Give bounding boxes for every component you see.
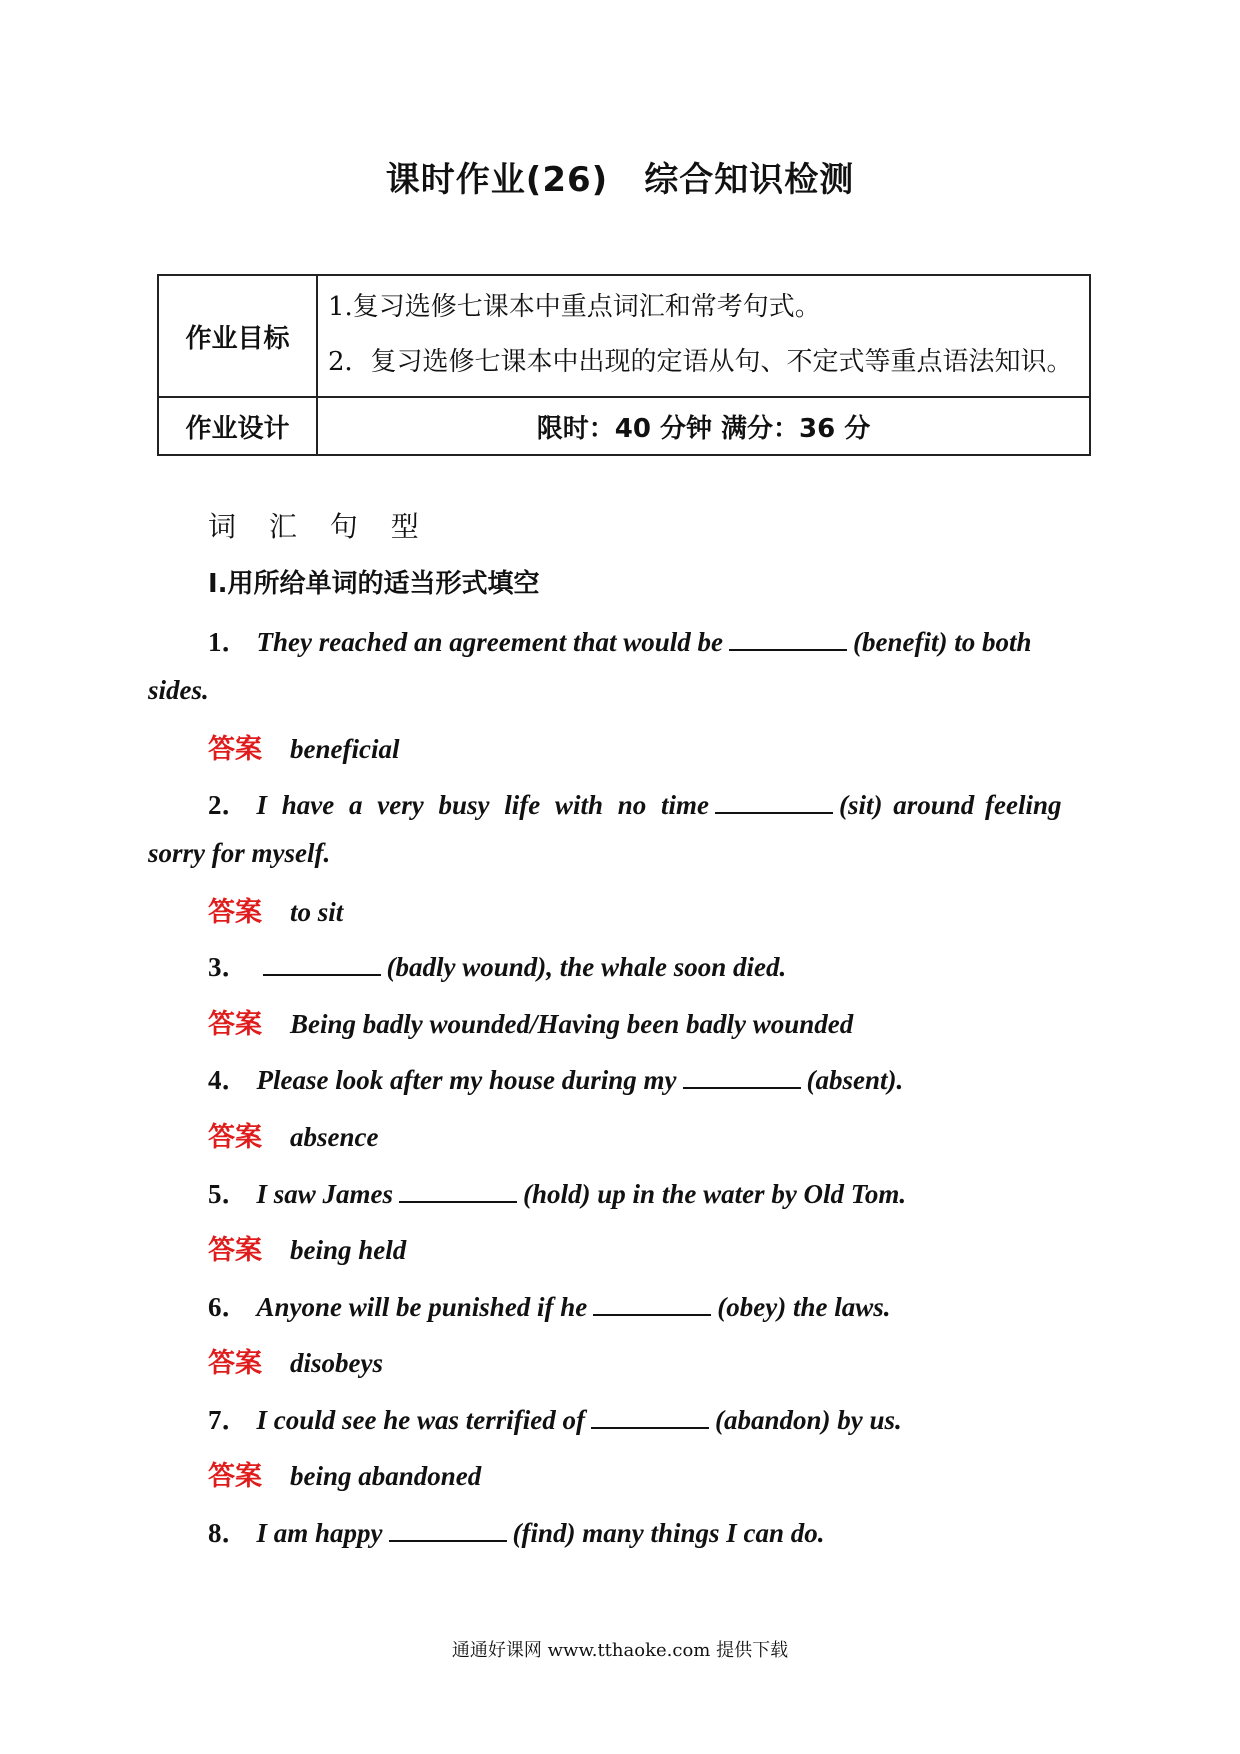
answer-label: 答案 <box>208 1009 262 1040</box>
question-8 <box>208 1511 825 1550</box>
question-number: 7． <box>208 1405 249 1435</box>
question-2-wrap: sorry for myself. <box>148 838 331 868</box>
question-text-before: I could see he was terrified of <box>256 1405 585 1435</box>
answer-7 <box>208 1454 481 1493</box>
title-part1: 课时作业(26) <box>385 160 609 200</box>
answer-4 <box>208 1115 378 1154</box>
page-title <box>0 152 1240 201</box>
design-text: 限时：40 分钟 满分：36 分 <box>317 397 1090 455</box>
answer-5 <box>208 1228 406 1267</box>
question-text-before: I saw James <box>256 1179 394 1209</box>
question-number: 6． <box>208 1292 249 1322</box>
question-number: 3． <box>208 952 249 982</box>
goal-cell <box>317 275 1090 397</box>
answer-text: beneficial <box>290 734 400 764</box>
question-1 <box>208 620 1031 659</box>
answer-blank <box>399 1179 517 1203</box>
answer-3 <box>208 1002 853 1041</box>
answer-blank <box>593 1292 711 1316</box>
design-label: 作业设计 <box>158 397 317 455</box>
answer-blank <box>389 1518 507 1542</box>
answer-text: to sit <box>290 897 344 927</box>
question-1-wrap: sides. <box>148 675 209 705</box>
question-text-after: (abandon) by us. <box>714 1405 902 1435</box>
question-text-after: (find) many things I can do. <box>512 1518 825 1548</box>
section-title: 词 汇 句 型 <box>208 510 431 543</box>
answer-label: 答案 <box>208 1235 262 1266</box>
part-heading: Ⅰ.用所给单词的适当形式填空 <box>208 569 540 599</box>
question-2 <box>208 783 1061 822</box>
answer-6 <box>208 1341 383 1380</box>
answer-text: Being badly wounded/Having been badly wounded <box>290 1009 854 1039</box>
answer-blank <box>683 1065 801 1089</box>
answer-2 <box>208 890 343 929</box>
question-text-after: (hold) up in the water by Old Tom. <box>523 1179 907 1209</box>
goal-line-1: 1.复习选修七课本中重点词汇和常考句式。 <box>328 292 821 322</box>
objectives-table <box>157 274 1091 456</box>
question-4 <box>208 1058 903 1097</box>
answer-label: 答案 <box>208 1122 262 1153</box>
question-number: 4． <box>208 1065 249 1095</box>
answer-text: being abandoned <box>290 1461 482 1491</box>
answer-label: 答案 <box>208 897 262 928</box>
answer-blank <box>729 627 847 651</box>
answer-label: 答案 <box>208 734 262 765</box>
answer-blank <box>263 952 381 976</box>
question-text-before: Please look after my house during my <box>256 1065 677 1095</box>
question-text-after: (obey) the laws. <box>717 1292 891 1322</box>
question-text-after: (badly wound), the whale soon died. <box>386 952 787 982</box>
footer-source: 通通好课网 www.tthaoke.com 提供下载 <box>451 1640 789 1661</box>
answer-1 <box>208 727 399 766</box>
question-number: 1． <box>208 627 249 657</box>
question-text-before: Anyone will be punished if he <box>256 1292 588 1322</box>
question-text-after: (benefit) to both <box>852 627 1032 657</box>
question-number: 2． <box>208 790 249 820</box>
question-number: 5． <box>208 1179 249 1209</box>
goal-label: 作业目标 <box>158 275 317 397</box>
question-text-before: I have a very busy life with no time <box>256 790 709 820</box>
question-text-before: They reached an agreement that would be <box>256 627 723 657</box>
question-7 <box>208 1398 902 1437</box>
answer-blank <box>591 1405 709 1429</box>
goal-line-2: 2．复习选修七课本中出现的定语从句、不定式等重点语法知识。 <box>328 347 1073 377</box>
question-3 <box>208 945 786 984</box>
question-number: 8． <box>208 1518 249 1548</box>
answer-label: 答案 <box>208 1348 262 1379</box>
answer-blank <box>715 790 833 814</box>
answer-label: 答案 <box>208 1461 262 1492</box>
answer-text: being held <box>290 1235 407 1265</box>
answer-text: disobeys <box>290 1348 383 1378</box>
answer-text: absence <box>290 1122 379 1152</box>
question-text-after: (absent). <box>806 1065 904 1095</box>
question-text-before: I am happy <box>256 1518 383 1548</box>
question-5 <box>208 1172 906 1211</box>
question-6 <box>208 1285 891 1324</box>
title-part2: 综合知识检测 <box>644 160 855 200</box>
question-text-after: (sit) around feeling <box>838 790 1062 820</box>
